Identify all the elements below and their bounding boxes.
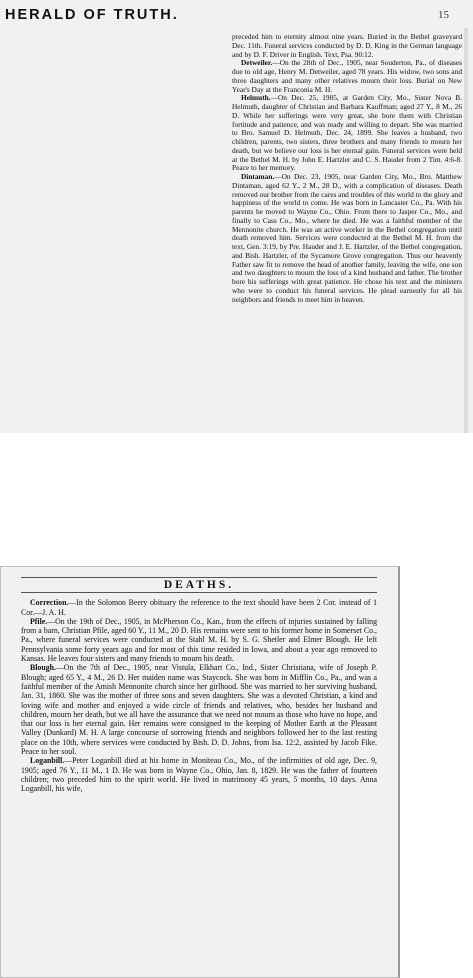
masthead: HERALD OF TRUTH.: [5, 7, 179, 23]
clipping-top: [0, 0, 473, 433]
obituary-loganbill: [21, 756, 377, 793]
obituary-text: —On the 19th of Dec., 1905, in McPherson Co., Kan., from the effects of injuries sustained by falling from a barn, Christian Pfile, aged 60 Y., 11 M., 20 D. His remains were sent to his former home in Somerset Co., Pa., where funeral services were conducted at the Stahl M. H. by S. G. Shetler and Elmer Blough. He left Pennsylvania some forty years ago and for most of this time resided in Iowa, and about a year ago removed to Kansas. He leaves four sisters and many friends to mourn his death.: [21, 616, 377, 664]
obituary-text: —On the 7th of Dec., 1905, near Vistula, Elkhart Co., Ind., Sister Christiana, wife of Joseph P. Blough; aged 65 Y., 4 M., 26 D. Her maiden name was Staycock. She was born in Mifflin Co., Pa., and was a faithful member of the Amish Mennonite church since her girlhood. She was married to her surviving husband, Jan. 31, 1860. She was the mother of three sons and seven daughters. She was a devoted Christian, a kind and loving wife and mother and enjoyed a wide circle of friends and relatives, who, besides her husband and children, mourn her death, but we all have the assurance that we need not mourn as those who have no hope, and that our loss is her eternal gain. Her remains were consigned to the keeping of Mother Earth at the Pleasant Valley (Dunkard) M. H. A large concourse of sorrowing friends and neighbors followed her to the last resting place on the 10th, where services were conducted by Bish. D. D. Johns, from Isa. 12:2, assisted by Jacob Fike. Peace to her soul.: [21, 663, 377, 757]
obituary-text: —Peter Loganbill died at his home in Moniteau Co., Mo., of the infirmities of old age, Dec. 9, 1905; aged 76 Y., 11 M., 1 D. He was born in Wayne Co., Ohio, Jan. 8, 1829. He was the father of fourteen children; two preceded him to the spirit world. He lived in matrimony 45 years, 5 months, 10 days. Anna Loganbill, his wife,: [21, 756, 377, 794]
obituary-name: Blough.: [30, 663, 56, 673]
obituary-text: —On Dec. 23, 1905, near Garden City, Mo., Bro. Matthew Dintaman, aged 62 Y., 2 M., 28 D., with a complication of diseases. Death removed our brother from the cares and troubles of this world to the glory and happiness of the world to come. He was born in Lancaster Co., Pa. With his parents he moved to Wayne Co., Ohio. From there to Jasper Co., Mo., and finally to Cass Co., Mo., where he died. He was a faithful member of the Mennonite church. He was an active worker in the Bethel congregation until death removed him. Services were conducted at the Bethel M. H. from the text, Gen. 3:19, by Pre. Hauder and J. E. Hartzler, of the Bethel congregation, and Bish. Hartzler, of the Sycamore Grove congregation. Thus our heavenly Father saw fit to remove the head of another family, leaving the wife, one son and two daughters to mourn the loss of a kind husband and father. The brother bore his sufferings with great patience. He chose his text and the ministers who were to conduct his funeral services. He plead earnestly for all his neighbors and friends to meet him in heaven.: [232, 172, 462, 304]
page-edge-shadow: [464, 28, 468, 433]
obituary-text: —On the 28th of Dec., 1905, near Souderton, Pa., of diseases due to old age, Henry M. Detweiler, aged 78 years. His widow, two sons and three daughters and many other relatives mourn their loss. Burial on New Year's Day at the Franconia M. H.: [232, 58, 462, 94]
divider: [21, 592, 377, 593]
obituary-column: [232, 33, 462, 304]
obituary-name: Helmuth.: [241, 93, 271, 103]
section-title: DEATHS.: [163, 579, 235, 591]
divider: [21, 577, 377, 578]
deaths-column: [21, 567, 377, 794]
obituary-pfile: [21, 617, 377, 663]
obituary-name: Detweiler.: [241, 58, 273, 68]
page-number: 15: [438, 9, 449, 21]
obituary-detweiler: [232, 59, 462, 94]
obituary-correction: [21, 598, 377, 617]
obituary-helmuth: [232, 94, 462, 173]
clipping-bottom: [0, 566, 400, 978]
obituary-dintaman: [232, 173, 462, 304]
obituary-text: —In the Solomon Beery obituary the reference to the text should have been 2 Cor. instead of 1 Cor.—J. A. H.: [21, 598, 377, 617]
obituary-text: —On Dec. 25, 1905, at Garden City, Mo., Sister Nova B. Helmuth, daughter of Christian and Barbara Kauffman; aged 27 Y., 8 M., 26 D. While her sufferings were very great, she bore them with Christian fortitude and patience, and was ready and willing to depart. She was married to Bro. Samuel D. Helmuth, Dec. 24, 1899. She leaves a husband, two children, parents, two sisters, three brothers and many friends to mourn her death, but we believe our loss is her eternal gain. Funeral services were held at the Bethel M. H. by John E. Hartzler and C. S. Hauder from 2 Tim. 4:6-8. Peace to her memory.: [232, 93, 462, 173]
obituary-blough: [21, 663, 377, 756]
obituary-name: Dintaman.: [241, 172, 275, 181]
obituary-name: Loganbill.: [30, 756, 65, 766]
obituary-name: Correction.: [30, 598, 69, 608]
continued-paragraph: preceded him to eternity almost nine years. Buried in the Bethel graveyard Dec. 11th. Funeral services conducted by D. D. King in the German language and by D. F. Driver in English. Text, Psa. 90:12.: [232, 32, 462, 59]
obituary-name: Pfile.: [30, 616, 48, 626]
